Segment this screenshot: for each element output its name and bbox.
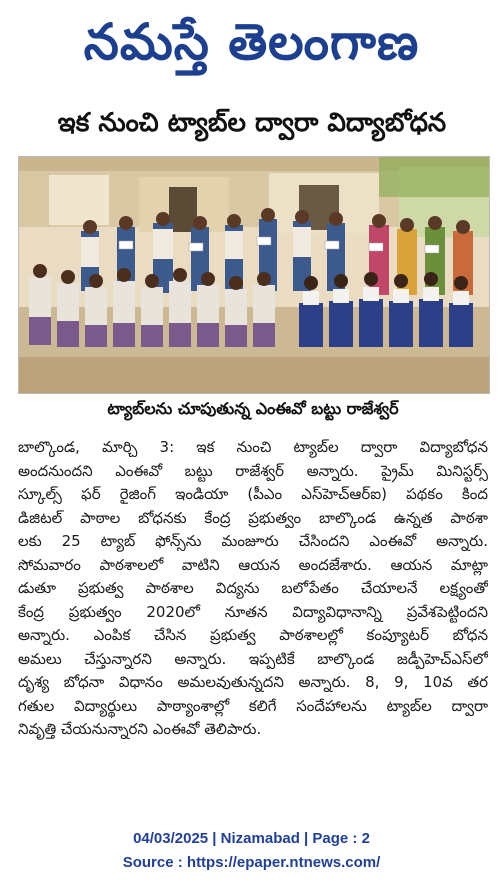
article-headline: ఇక నుంచి ట్యాబ్‌ల ద్వారా విద్యాబోధన (57, 108, 447, 138)
article-line: డిజిటల్ పాఠాల బోధనకు కేంద్ర ప్రభుత్వం బాల్కొండ ఉన్నత పాఠశా (18, 508, 488, 527)
article-line: గతుల విద్యార్థులు పాఠ్యాంశాల్లో కలిగే సందేహాలను ట్యాబ్‌ల ద్వారా (18, 696, 488, 715)
group-photo-illustration (19, 157, 489, 393)
article-line: సోమవారం పాఠశాలలో వాటిని ఆయన అందజేశారు. ఆయన మాట్లా (18, 555, 488, 574)
source-link[interactable]: Source : https://epaper.ntnews.com/ (122, 853, 381, 871)
newspaper-title: నమస్తే తెలంగాణ (83, 12, 420, 71)
publication-meta: 04/03/2025 | Nizamabad | Page : 2 (133, 829, 370, 847)
article-line: లకు 25 ట్యాబ్ ఫోన్స్‌ను మంజూరు చేసిందని ఎంఈవో అన్నారు. (18, 532, 488, 550)
article-body (18, 436, 488, 742)
article-line: అన్నారు. ఎంపిక చేసిన ప్రభుత్వ పాఠశాలల్లో కంప్యూటర్ బోధన (18, 626, 488, 644)
article-line: అమలు చేస్తున్నారని అన్నారు. ఇప్పటికే బాల్కొండ జడ్పీహెచ్ఎస్‌లో (18, 649, 488, 668)
masthead (0, 0, 503, 96)
article-line: దృశ్య బోధనా విధానం అమలవుతున్నదని అన్నారు. 8, 9, 10వ తర (18, 673, 488, 691)
article-line: బాల్కొండ, మార్చి 3: ఇక నుంచి ట్యాబ్‌ల ద్వారా విద్యాబోధన (18, 438, 488, 456)
article-line: నివృత్తి చేయనున్నారని ఎంఈవో తెలిపారు. (18, 720, 262, 738)
article-line: స్కూల్స్ ఫర్ రైజింగ్ ఇండియా (పీఎం ఎస్‌హెచ్ఆర్ఐ) పథకం కింద (18, 485, 488, 503)
article-line: డుతూ ప్రభుత్వ పాఠశాల విద్యను బలోపేతం చేయాలనే లక్ష్యంతో (18, 579, 488, 597)
article-line: కేంద్ర ప్రభుత్వం 2020లో నూతన విద్యావిధానాన్ని ప్రవేశపెట్టిందని (18, 602, 488, 621)
photo-caption: ట్యాబ్‌లను చూపుతున్న ఎంఈవో బట్టు రాజేశ్వర్ (107, 398, 399, 418)
article-line: అందనుందని ఎంఈవో బట్టు రాజేశ్వర్ అన్నారు. ప్రైమ్ మినిస్టర్స్ (18, 461, 488, 480)
article-photo (18, 156, 490, 394)
